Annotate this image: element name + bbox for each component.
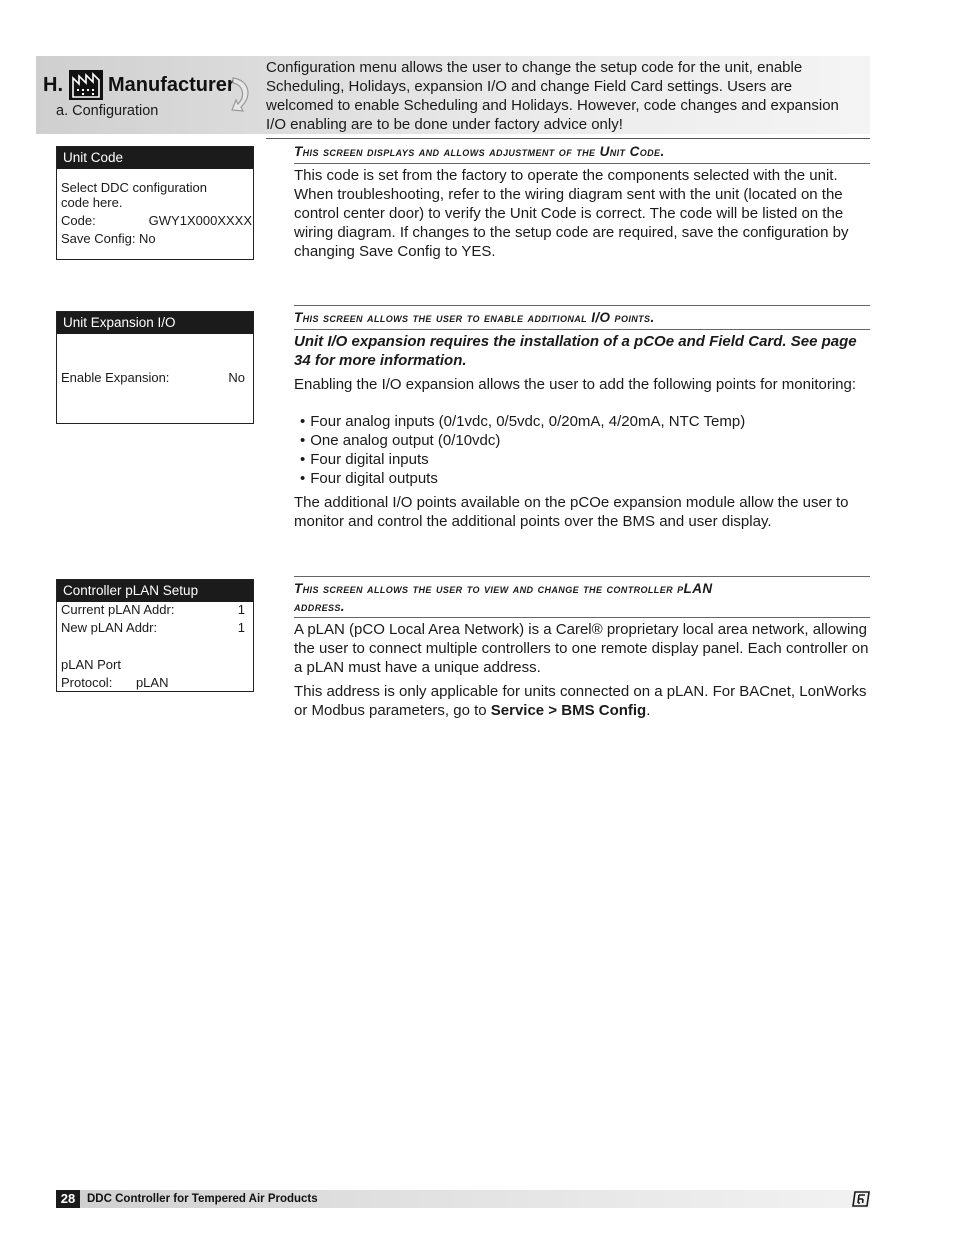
unit-expansion-body: Enabling the I/O expansion allows the user to add the following points for monitoring: <box>294 376 857 393</box>
footer-title: DDC Controller for Tempered Air Products <box>87 1193 318 1205</box>
section-title <box>43 70 235 100</box>
protocol-row <box>61 675 245 690</box>
unit-expansion-heading: This screen allows the user to enable additional I/O points. <box>294 310 655 325</box>
save-config-row: Save Config: No <box>61 231 156 246</box>
greenheck-logo-icon <box>852 1191 870 1207</box>
curved-arrow-icon <box>229 74 255 114</box>
list-item: • One analog output (0/10vdc) <box>294 431 870 450</box>
current-plan-addr-label: Current pLAN Addr: <box>61 602 175 617</box>
code-value: GWY1X000XXXX <box>148 213 252 228</box>
heading-divider <box>294 163 870 164</box>
screen-title: Unit Code <box>57 147 253 169</box>
unit-code-screen <box>56 146 254 260</box>
enable-expansion-value: No <box>228 370 245 385</box>
expansion-points-list <box>294 412 870 488</box>
list-item: • Four analog inputs (0/1vdc, 0/5vdc, 0/20mA, 4/20mA, NTC Temp) <box>294 412 870 431</box>
header-divider <box>266 138 870 139</box>
section-name: Manufacturer <box>108 73 235 96</box>
body-text: . <box>646 702 651 719</box>
heading-divider <box>294 329 870 330</box>
current-plan-addr-row <box>61 602 245 617</box>
new-plan-addr-row <box>61 620 245 635</box>
page-number: 28 <box>56 1190 80 1208</box>
enable-expansion-label: Enable Expansion: <box>61 370 170 385</box>
unit-expansion-note: Unit I/O expansion requires the installation of a pCOe and Field Card. See page 34 for more information. <box>294 333 857 369</box>
list-item: • Four digital inputs <box>294 450 870 469</box>
heading-divider <box>294 617 870 618</box>
plan-setup-screen <box>56 579 254 692</box>
plan-setup-body <box>294 682 870 720</box>
intro-paragraph: Configuration menu allows the user to change the setup code for the unit, enable Scheduling, Holidays, expansion I/O and change Field Card settings. Users are welcomed to enable Scheduling and Holidays. However, code changes and expansion I/O enabling are to be done under factory advice only! <box>266 59 839 133</box>
unit-expansion-body: The additional I/O points available on the pCOe expansion module allow the user to monitor and control the additional points over the BMS and user display. <box>294 494 849 530</box>
screen-title: Controller pLAN Setup <box>57 580 253 602</box>
unit-code-row <box>61 213 252 228</box>
plan-setup-body: A pLAN (pCO Local Area Network) is a Carel® proprietary local area network, allowing the user to connect multiple controllers to one remote display panel. Each controller on a pLAN must have a unique address. <box>294 621 869 676</box>
body-text: This address is only applicable for units connected on a pLAN. For BACnet, LonWorks or Modbus parameters, go to <box>294 683 867 719</box>
protocol-label: Protocol: <box>61 675 113 690</box>
heading-line: address. <box>294 599 345 614</box>
screen-line: code here. <box>61 195 123 210</box>
screen-line: Select DDC configuration <box>61 180 207 195</box>
plan-port-label: pLAN Port <box>61 657 121 672</box>
heading-line: This screen allows the user to view and change the controller pLAN <box>294 581 713 596</box>
enable-expansion-row <box>61 370 245 385</box>
subsection-title: a. Configuration <box>56 103 159 119</box>
unit-code-heading: This screen displays and allows adjustment of the Unit Code. <box>294 144 665 159</box>
code-label: Code: <box>61 213 96 228</box>
plan-setup-heading <box>294 580 870 616</box>
new-plan-addr-value: 1 <box>237 620 245 635</box>
unit-expansion-screen <box>56 311 254 424</box>
list-item: • Four digital outputs <box>294 469 870 488</box>
screen-title: Unit Expansion I/O <box>57 312 253 334</box>
unit-code-body: This code is set from the factory to operate the components selected with the unit. When troubleshooting, refer to the wiring diagram sent with the unit (located on the control center door) to verify the Unit Code is correct. The code will be listed on the wiring diagram. If changes to the setup code are required, save the configuration by changing Save Config to YES. <box>294 167 849 260</box>
protocol-value: pLAN <box>135 675 169 690</box>
section-divider <box>294 576 870 577</box>
manufacturer-factory-icon <box>69 70 103 100</box>
new-plan-addr-label: New pLAN Addr: <box>61 620 158 635</box>
section-letter: H. <box>43 73 63 96</box>
current-plan-addr-value: 1 <box>237 602 245 617</box>
section-divider <box>294 305 870 306</box>
bms-config-path: Service > BMS Config <box>490 702 647 719</box>
